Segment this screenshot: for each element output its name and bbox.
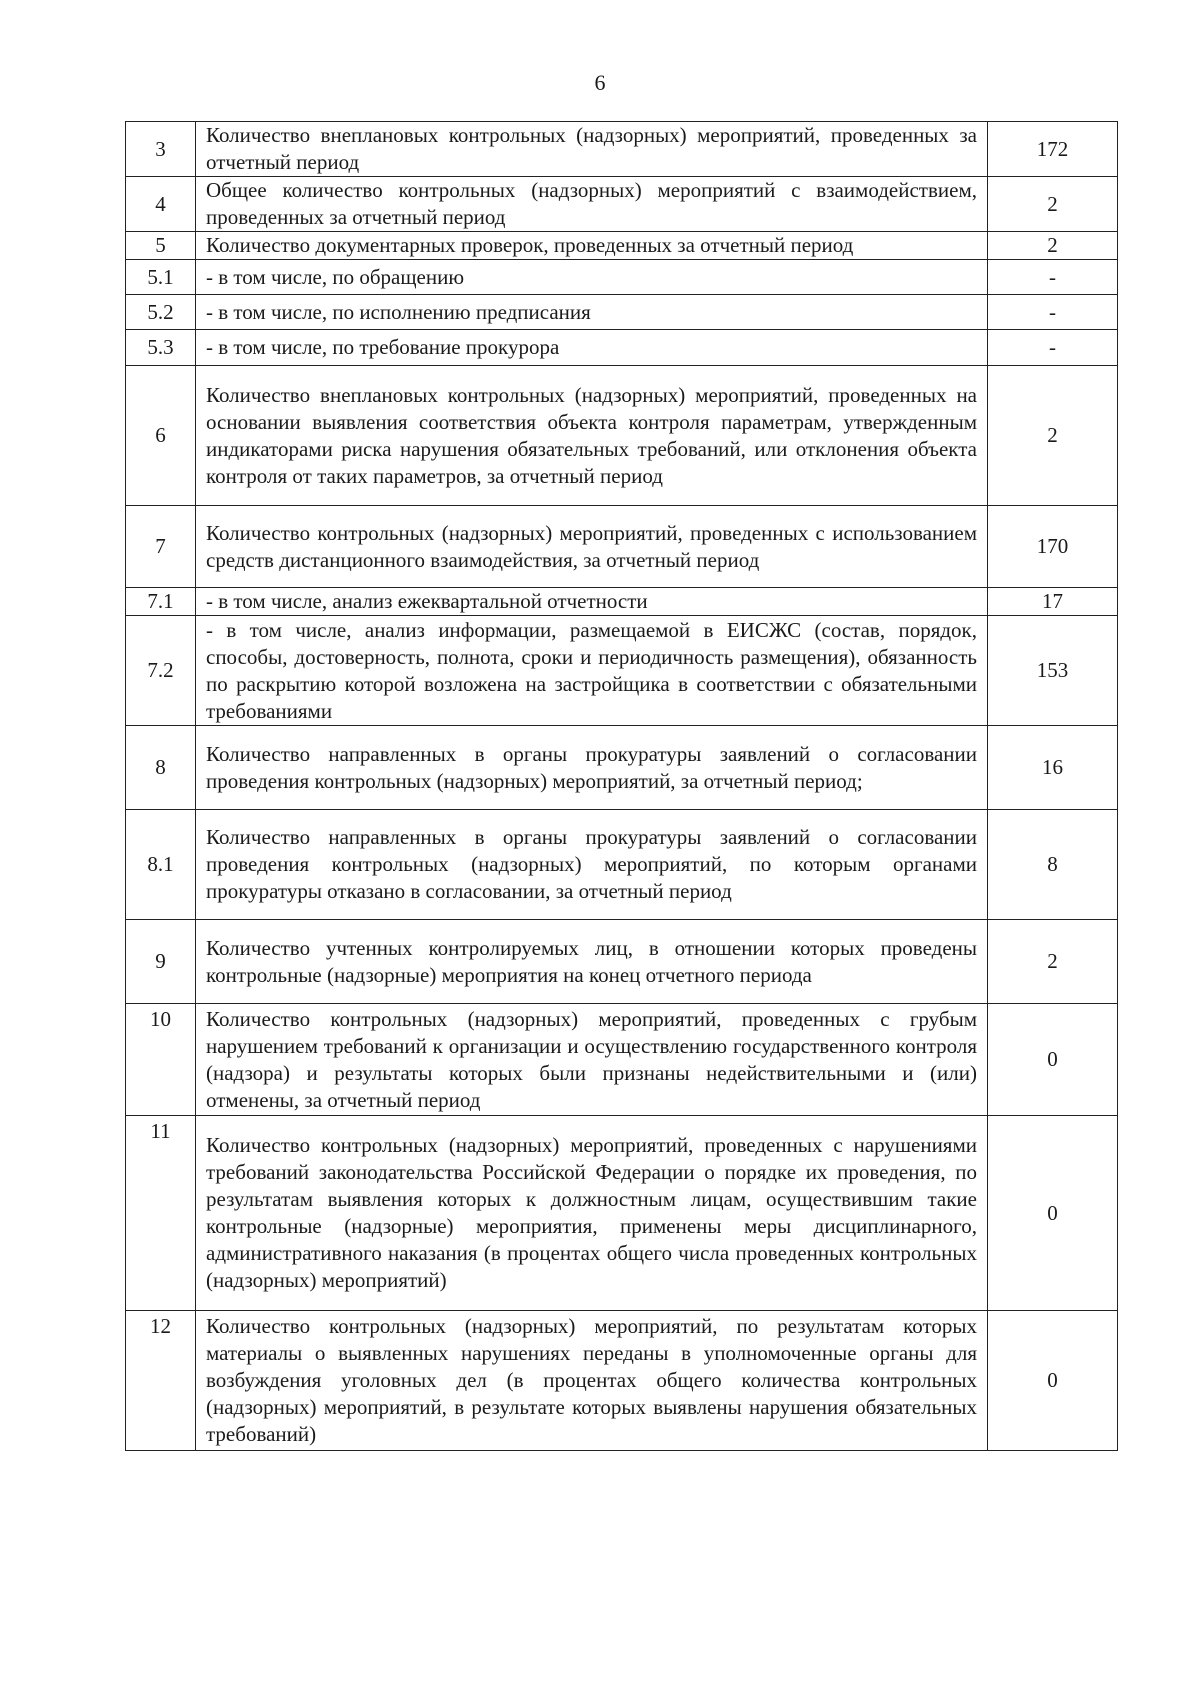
table-row <box>126 920 1118 1004</box>
table-row <box>126 726 1118 810</box>
row-number: 4 <box>126 177 196 232</box>
row-description: Количество внеплановых контрольных (надзорных) мероприятий, проведенных за отчетный период <box>196 122 988 177</box>
table-row <box>126 588 1118 616</box>
row-value: 16 <box>988 726 1118 810</box>
row-value: 2 <box>988 232 1118 260</box>
row-number: 5.2 <box>126 295 196 330</box>
table-row <box>126 1004 1118 1116</box>
row-value: - <box>988 295 1118 330</box>
table-row <box>126 810 1118 920</box>
row-description: - в том числе, анализ информации, размещаемой в ЕИСЖС (состав, порядок, способы, достоверность, полнота, сроки и периодичность размещения), обязанность по раскрытию которой возложена на застройщика в соответствии с обязательными требованиями <box>196 616 988 726</box>
row-number: 3 <box>126 122 196 177</box>
row-number: 11 <box>126 1116 196 1311</box>
table-row <box>126 330 1118 366</box>
row-number: 9 <box>126 920 196 1004</box>
row-description: Количество документарных проверок, проведенных за отчетный период <box>196 232 988 260</box>
row-value: 0 <box>988 1004 1118 1116</box>
row-description: - в том числе, по исполнению предписания <box>196 295 988 330</box>
row-value: 2 <box>988 920 1118 1004</box>
row-number: 5.1 <box>126 260 196 295</box>
table-row <box>126 1116 1118 1311</box>
row-description: - в том числе, по обращению <box>196 260 988 295</box>
row-description: Количество направленных в органы прокуратуры заявлений о согласовании проведения контрольных (надзорных) мероприятий, за отчетный период; <box>196 726 988 810</box>
row-description: - в том числе, по требование прокурора <box>196 330 988 366</box>
row-value: 2 <box>988 366 1118 506</box>
table-row <box>126 295 1118 330</box>
row-number: 8 <box>126 726 196 810</box>
row-description: Количество контрольных (надзорных) мероприятий, проведенных с нарушениями требований законодательства Российской Федерации о порядке их проведения, по результатам выявления которых к должностным лицам, осуществившим такие контрольные (надзорные) мероприятия, применены меры дисциплинарного, административного наказания (в процентах общего числа проведенных контрольных (надзорных) мероприятий) <box>196 1116 988 1311</box>
table-row <box>126 260 1118 295</box>
row-value: 153 <box>988 616 1118 726</box>
report-table <box>125 121 1118 1451</box>
row-value: 2 <box>988 177 1118 232</box>
row-value: 0 <box>988 1116 1118 1311</box>
table-row <box>126 177 1118 232</box>
row-value: 17 <box>988 588 1118 616</box>
table-row <box>126 616 1118 726</box>
row-number: 7.1 <box>126 588 196 616</box>
row-description: Количество учтенных контролируемых лиц, в отношении которых проведены контрольные (надзорные) мероприятия на конец отчетного периода <box>196 920 988 1004</box>
row-number: 6 <box>126 366 196 506</box>
row-description: Количество контрольных (надзорных) мероприятий, проведенных с использованием средств дистанционного взаимодействия, за отчетный период <box>196 506 988 588</box>
row-value: - <box>988 260 1118 295</box>
table-row <box>126 506 1118 588</box>
row-number: 5 <box>126 232 196 260</box>
page-number: 6 <box>594 70 606 95</box>
row-description: Количество внеплановых контрольных (надзорных) мероприятий, проведенных на основании выявления соответствия объекта контроля параметрам, утвержденным индикаторами риска нарушения обязательных требований, или отклонения объекта контроля от таких параметров, за отчетный период <box>196 366 988 506</box>
row-value: - <box>988 330 1118 366</box>
table-row <box>126 122 1118 177</box>
row-value: 170 <box>988 506 1118 588</box>
row-value: 8 <box>988 810 1118 920</box>
row-number: 7.2 <box>126 616 196 726</box>
table-row <box>126 366 1118 506</box>
row-value: 172 <box>988 122 1118 177</box>
row-value: 0 <box>988 1311 1118 1451</box>
row-description: Общее количество контрольных (надзорных) мероприятий с взаимодействием, проведенных за отчетный период <box>196 177 988 232</box>
row-number: 8.1 <box>126 810 196 920</box>
row-description: Количество контрольных (надзорных) мероприятий, по результатам которых материалы о выявленных нарушениях переданы в уполномоченные органы для возбуждения уголовных дел (в процентах общего количества контрольных (надзорных) мероприятий, в результате которых выявлены нарушения обязательных требований) <box>196 1311 988 1451</box>
row-number: 5.3 <box>126 330 196 366</box>
table-row <box>126 232 1118 260</box>
table-row <box>126 1311 1118 1451</box>
row-description: - в том числе, анализ ежеквартальной отчетности <box>196 588 988 616</box>
row-description: Количество контрольных (надзорных) мероприятий, проведенных с грубым нарушением требований к организации и осуществлению государственного контроля (надзора) и результаты которых были признаны недействительными и (или) отменены, за отчетный период <box>196 1004 988 1116</box>
row-description: Количество направленных в органы прокуратуры заявлений о согласовании проведения контрольных (надзорных) мероприятий, по которым органами прокуратуры отказано в согласовании, за отчетный период <box>196 810 988 920</box>
row-number: 7 <box>126 506 196 588</box>
row-number: 12 <box>126 1311 196 1451</box>
row-number: 10 <box>126 1004 196 1116</box>
